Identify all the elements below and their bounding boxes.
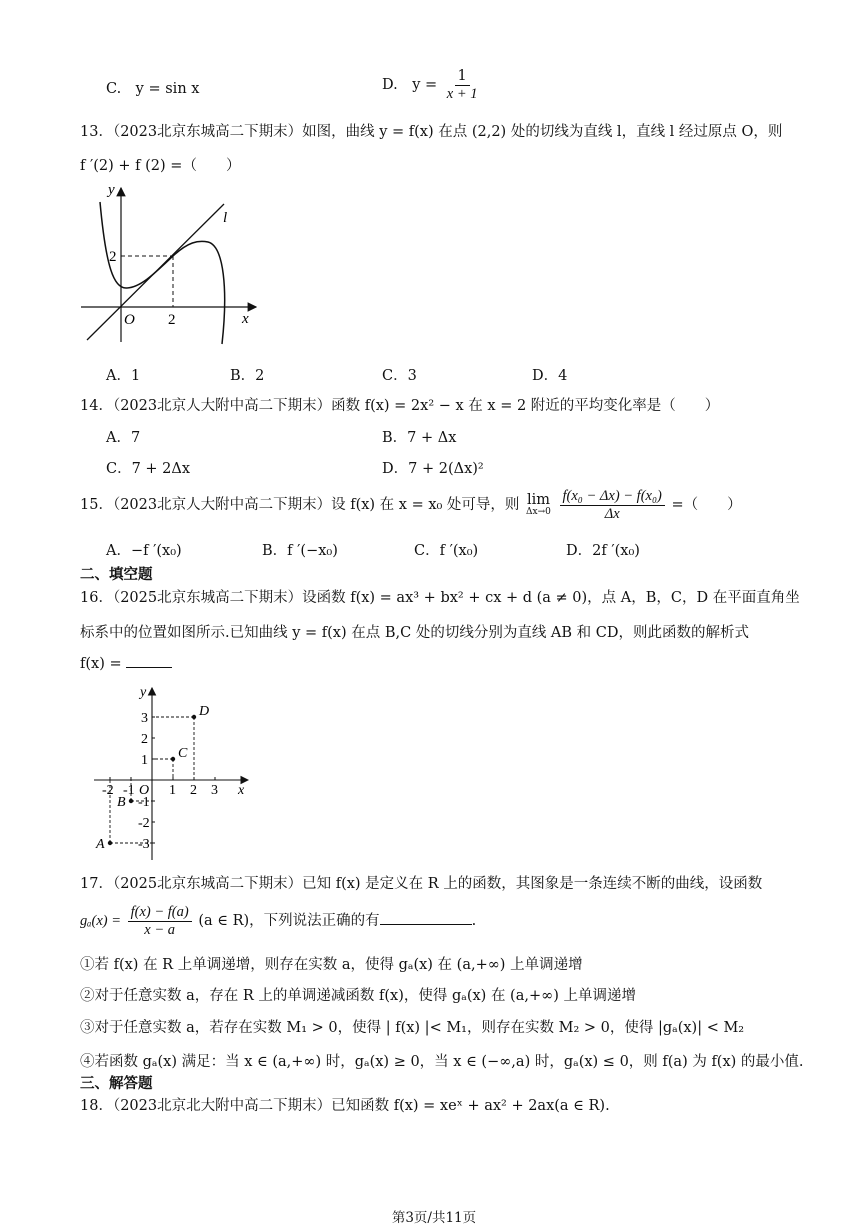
section-heading-fill-in: 二、填空题 [80, 566, 153, 583]
q13-option-c: C．3 [382, 368, 417, 384]
q12-option-d-fraction: $\frac{1}{x + 1}$ [446, 68, 478, 102]
q13-option-a: A．1 [106, 368, 141, 384]
q16-y-tick-label: -3 [138, 837, 150, 852]
q14-option-b: B．7 + Δx [382, 430, 457, 446]
q16-x-tick-label: 2 [190, 783, 197, 798]
q16-y-label: y [140, 685, 147, 700]
q16-point-label: B [117, 795, 126, 810]
q16-point [108, 841, 112, 845]
q16-figure [92, 684, 256, 864]
q15-option-a: A．−f ′(x₀) [106, 543, 182, 559]
q14-option-c: C．7 + 2Δx [106, 461, 191, 477]
q14-stem: 14．（2023北京人大附中高二下期末）函数 f(x) = 2x² − x 在 x = 2 附近的平均变化率是（ ） [80, 398, 720, 414]
q16-line-1: 16．（2025北京东城高二下期末）设函数 f(x) = ax³ + bx² + cx + d (a ≠ 0)，点 A，B，C，D 在平面直角坐 [80, 590, 800, 606]
q16-x-tick-label: -2 [102, 783, 114, 798]
q12-option-d: D. y = $\frac{1}{x + 1}$ [382, 68, 483, 102]
q12-option-c: C. y = sin x [106, 81, 200, 97]
q13-curve [100, 202, 228, 344]
page-footer: 第3页/共11页 [391, 1210, 477, 1226]
q17-item-1: ①若 f(x) 在 R 上单调递增，则存在实数 a，使得 gₐ(x) 在 (a,+∞) 上单调递增 [80, 957, 583, 973]
q17-definition-fraction: $\frac{f(x) - f(a)}{x - a}$ [128, 904, 192, 938]
q16-y-tick-label: 3 [141, 711, 148, 726]
q16-point [192, 715, 196, 719]
q16-x-tick-label: 1 [169, 783, 176, 798]
q13-origin-label: O [124, 312, 135, 328]
q16-y-tick-label: 1 [141, 753, 148, 768]
q16-line-3: f(x) = [80, 656, 172, 672]
q15-option-b: B．f ′(−x₀) [262, 543, 338, 559]
q15-fraction: $\frac{\text{f(x₀ − Δx) − f(x₀)}}{\Delta x}$ [560, 488, 665, 522]
q16-y-tick-label: 2 [141, 732, 148, 747]
q13-option-b: B．2 [230, 368, 265, 384]
q16-y-tick-label: -2 [138, 816, 150, 831]
q16-point-label: C [178, 746, 188, 761]
q13-y-label: y [108, 182, 115, 198]
q17-definition: gₐ(x) = $\frac{f(x) - f(a)}{x - a}$ (a ∈ R)，下列说法正确的有 . [80, 904, 477, 938]
q14-option-a: A．7 [106, 430, 141, 446]
q13-x-label: x [242, 311, 249, 327]
q16-point [171, 757, 175, 761]
q17-line-1: 17．（2025北京东城高二下期末）已知 f(x) 是定义在 R 上的函数，其图象是一条连续不断的曲线，设函数 [80, 876, 763, 892]
q17-item-3: ③对于任意实数 a，若存在实数 M₁ > 0，使得 | f(x) |< M₁，则存在实数 M₂ > 0，使得 |gₐ(x)| < M₂ [80, 1020, 745, 1036]
q17-item-4: ④若函数 gₐ(x) 满足：当 x ∈ (a,+∞) 时，gₐ(x) ≥ 0，当 x ∈ (−∞,a) 时，gₐ(x) ≤ 0，则 f(a) 为 f(x) 的最小值. [80, 1054, 804, 1070]
q17-answer-blank [380, 924, 472, 925]
q15-stem: 15．（2023北京人大附中高二下期末）设 f(x) 在 x = x₀ 处可导，则 lim Δx→0 $\frac{\text{f(x₀ − Δx) − f(x₀)}}{\Delta x}$ =（ ） [80, 488, 742, 522]
q18-stem: 18．（2023北京北大附中高二下期末）已知函数 f(x) = xeˣ + ax² + 2ax(a ∈ R). [80, 1098, 610, 1114]
q17-item-2: ②对于任意实数 a，存在 R 上的单调递减函数 f(x)，使得 gₐ(x) 在 (a,+∞) 上单调递增 [80, 988, 636, 1004]
q16-point-label: D [199, 704, 210, 719]
q16-point-label: A [96, 837, 105, 852]
q13-tick-x: 2 [168, 312, 176, 328]
q13-tick-y: 2 [109, 249, 117, 265]
q16-x-tick-label: -1 [123, 783, 135, 798]
q15-limit: lim Δx→0 [526, 491, 551, 518]
q13-option-d: D．4 [532, 368, 568, 384]
section-heading-solutions: 三、解答题 [80, 1075, 153, 1092]
q13-stem: 13．（2023北京东城高二下期末）如图，曲线 y = f(x) 在点 (2,2) 处的切线为直线 l，直线 l 经过原点 O，则 [80, 124, 783, 140]
q14-option-d: D．7 + 2(Δx)² [382, 461, 484, 477]
q13-line-label: l [223, 210, 228, 226]
q16-answer-blank [126, 667, 172, 668]
q15-option-d: D．2f ′(x₀) [566, 543, 640, 559]
q16-x-label: x [238, 783, 245, 798]
q15-option-c: C．f ′(x₀) [414, 543, 479, 559]
q16-line-2: 标系中的位置如图所示.已知曲线 y = f(x) 在点 B,C 处的切线分别为直线 AB 和 CD，则此函数的解析式 [80, 625, 749, 641]
q16-point [129, 799, 133, 803]
q16-y-tick-label: -1 [138, 795, 150, 810]
q16-origin-label: O [139, 783, 150, 798]
q16-x-tick-label: 3 [211, 783, 218, 798]
q13-stem-2: f ′(2) + f (2) =（ ） [80, 158, 241, 174]
q13-figure [76, 180, 266, 352]
